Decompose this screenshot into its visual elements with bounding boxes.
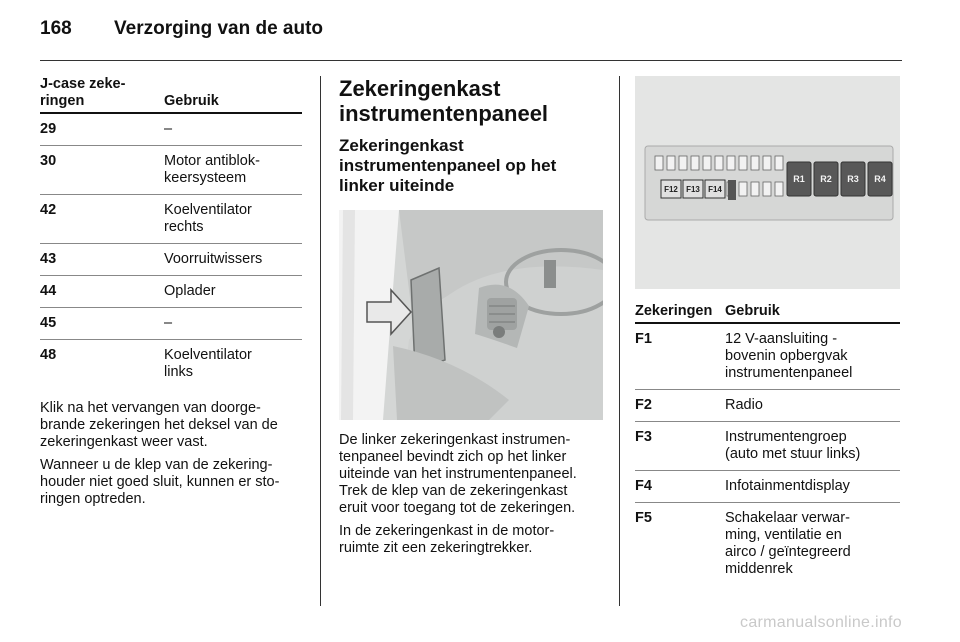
fusebox-diagram	[635, 76, 900, 289]
middle-column	[339, 76, 603, 557]
paragraph-fuse-puller: In de zekeringenkast in de motor- ruimte zit een zekeringtrekker.	[339, 523, 555, 556]
fuse-number: 48	[40, 347, 57, 363]
fuse-label-f14: F14	[708, 185, 722, 194]
fuse-number: 44	[40, 276, 164, 308]
right-column	[635, 76, 900, 585]
page-header	[40, 18, 323, 40]
page-number: 168	[40, 18, 72, 39]
fuse-number: F1	[635, 323, 725, 390]
fuse-usage: Voorruitwissers	[164, 244, 302, 276]
table-row	[40, 146, 302, 195]
relay-label-r3: R3	[847, 174, 859, 184]
fuse-usage: 12 V-aansluiting - bovenin opbergvak instrumentenpaneel	[725, 323, 900, 390]
fuse-number: 45	[40, 308, 164, 340]
fuse-usage: –	[164, 113, 302, 146]
table-header-row	[635, 303, 900, 323]
dashboard-illustration	[339, 210, 603, 420]
paragraph-reattach-cover: Klik na het vervangen van doorge- brande zekeringen het deksel van de zekeringenkast weer vast.	[40, 400, 278, 450]
table-row	[635, 390, 900, 422]
fuse-usage: Koelventilator rechts	[164, 195, 302, 244]
table-row	[635, 503, 900, 586]
table-header-fuses: Zekeringen	[635, 303, 725, 323]
table-row	[40, 113, 302, 146]
table-row	[40, 276, 302, 308]
fuse-usage: Infotainmentdisplay	[725, 471, 900, 503]
dashboard-fuse-table	[635, 303, 900, 585]
relay-label-r2: R2	[820, 174, 832, 184]
column-divider-right	[619, 76, 620, 606]
fuse-usage: Oplader	[164, 276, 302, 308]
column-divider-left	[320, 76, 321, 606]
fuse-usage: Instrumentengroep (auto met stuur links)	[725, 422, 900, 471]
section-heading: Zekeringenkast instrumentenpaneel	[339, 76, 549, 126]
fuse-usage: Motor antiblok- keersysteem	[164, 146, 302, 195]
dashboard-fusebox-photo	[339, 210, 603, 420]
paragraph-fusebox-location: De linker zekeringenkast instrumen- tenpaneel bevindt zich op het linker uiteinde van het instrumentenpaneel. Trek de klep van de zekeringenkast eruit voor toegang tot de zekeringen.	[339, 432, 577, 516]
table-row	[635, 323, 900, 390]
page-title: Verzorging van de auto	[114, 18, 324, 39]
relay-label-r4: R4	[874, 174, 886, 184]
fuse-label-f13: F13	[686, 185, 700, 194]
fuse-number: 42	[40, 195, 164, 244]
table-row	[40, 244, 302, 276]
relay-label-r1: R1	[793, 174, 805, 184]
jcase-fuse-table	[40, 76, 302, 388]
table-header-usage: Gebruik	[725, 303, 900, 323]
fuse-number: F5	[635, 510, 652, 526]
fuse-usage: Koelventilator links	[164, 347, 252, 380]
fuse-label-f12: F12	[664, 185, 678, 194]
paragraph-cover-warning: Wanneer u de klep van de zekering- houder niet goed sluit, kunnen er sto- ringen optreden.	[40, 457, 280, 507]
table-row	[635, 422, 900, 471]
table-row	[40, 340, 302, 389]
fuse-usage: –	[164, 308, 302, 340]
fuse-usage: Radio	[725, 390, 900, 422]
table-row	[40, 308, 302, 340]
fuse-number: 29	[40, 113, 164, 146]
fuse-number: F3	[635, 422, 725, 471]
fuse-number: 43	[40, 244, 164, 276]
fuse-number: 30	[40, 146, 164, 195]
fuse-number: F4	[635, 471, 725, 503]
table-header-usage: Gebruik	[164, 76, 302, 113]
section-subheading: Zekeringenkast instrumentenpaneel op het linker uiteinde	[339, 136, 557, 195]
fusebox-illustration	[635, 76, 900, 289]
table-header-row	[40, 76, 302, 113]
table-header-fuses: J-case zeke- ringen	[40, 76, 164, 113]
fuse-usage: Schakelaar verwar- ming, ventilatie en airco / geïntegreerd middenrek	[725, 510, 851, 577]
left-column	[40, 76, 302, 508]
fuse-number: F2	[635, 390, 725, 422]
header-rule	[40, 60, 902, 61]
table-row	[635, 471, 900, 503]
watermark: carmanualsonline.info	[740, 614, 902, 631]
table-row	[40, 195, 302, 244]
